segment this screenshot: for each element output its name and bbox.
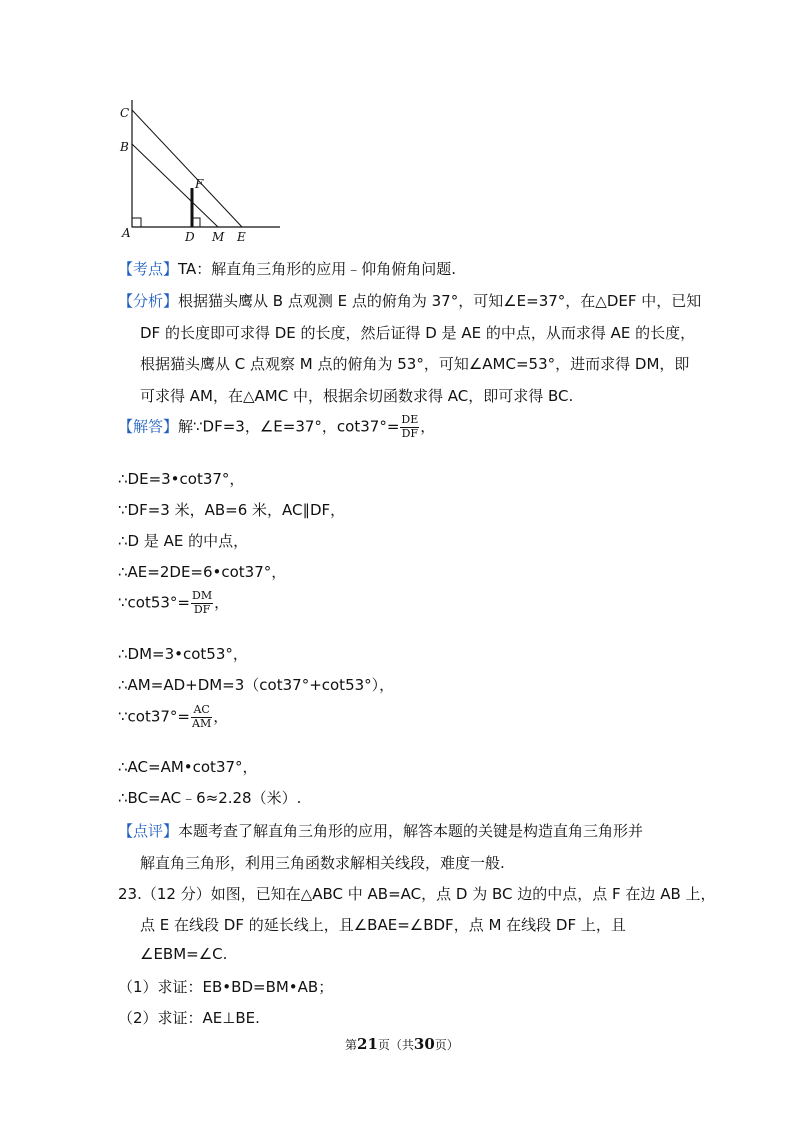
fraction-denominator: DF xyxy=(401,426,419,440)
jieda-line xyxy=(118,414,435,440)
q23-line-2: 点 E 在线段 DF 的延长线上，且∠BAE=∠BDF，点 M 在线段 DF 上，且 xyxy=(140,916,626,934)
fenxi-line-1 xyxy=(118,290,701,311)
fenxi-line-4: 可求得 AM，在△AMC 中，根据余切函数求得 AC，即可求得 BC. xyxy=(140,387,574,405)
fenxi-line-2: DF 的长度即可求得 DE 的长度，然后证得 D 是 AE 的中点，从而求得 AE 的长度， xyxy=(140,324,696,342)
label-f: F xyxy=(195,177,204,191)
kaodian-tag: 【考点】 xyxy=(118,260,179,278)
fraction-de-df xyxy=(400,414,419,440)
footer-post: 页） xyxy=(434,1038,459,1052)
cot37b-line xyxy=(118,704,228,730)
step-3: ∴D 是 AE 的中点， xyxy=(118,532,249,550)
step-5: ∴DM=3•cot53°， xyxy=(118,645,248,663)
fraction-ac-am xyxy=(191,704,212,730)
footer-pre: 第 xyxy=(345,1038,358,1052)
dianping-line-1 xyxy=(118,820,643,841)
dianping-text-1: 本题考查了解直角三角形的应用，解答本题的关键是构造直角三角形并 xyxy=(178,822,644,840)
step-4: ∴AE=2DE=6•cot37°， xyxy=(118,563,287,581)
q23-part-1: （1）求证：EB•BD=BM•AB； xyxy=(118,978,334,996)
step-7: ∴AC=AM•cot37°， xyxy=(118,758,258,776)
footer-page: 21 xyxy=(357,1035,378,1053)
label-d: D xyxy=(185,230,195,244)
footer-mid: 页（共 xyxy=(377,1038,414,1052)
kaodian-line xyxy=(118,258,456,279)
kaodian-text: TA：解直角三角形的应用﹣仰角俯角问题. xyxy=(178,260,457,278)
page-footer xyxy=(345,1035,459,1053)
dianping-tag: 【点评】 xyxy=(118,822,179,840)
label-c: C xyxy=(120,106,130,120)
jieda-head-tail: ， xyxy=(420,417,436,436)
fenxi-line-3: 根据猫头鹰从 C 点观察 M 点的俯角为 53°，可知∠AMC=53°，进而求得 DM，即 xyxy=(140,355,690,373)
label-e: E xyxy=(237,230,246,244)
q23-part-2: （2）求证：AE⊥BE. xyxy=(118,1009,260,1027)
step-6: ∴AM=AD+DM=3（cot37°+cot53°）， xyxy=(118,676,395,694)
dianping-line-2: 解直角三角形，利用三角函数求解相关线段，难度一般. xyxy=(140,854,505,872)
fenxi-text-1: 根据猫头鹰从 B 点观测 E 点的俯角为 37°，可知∠E=37°，在△DEF 中，已知 xyxy=(178,292,702,310)
cot53-tail: ， xyxy=(214,593,230,612)
fenxi-tag: 【分析】 xyxy=(118,292,179,310)
line-c-e xyxy=(132,110,242,227)
geometry-figure xyxy=(110,100,290,245)
fraction-dm-df xyxy=(191,590,213,616)
label-m: M xyxy=(212,230,225,244)
q23-line-1: 23.（12 分）如图，已知在△ABC 中 AB=AC，点 D 为 BC 边的中点，点 F 在边 AB 上， xyxy=(118,885,716,903)
fraction-numerator: DE xyxy=(401,413,419,426)
step-1: ∴DE=3•cot37°， xyxy=(118,470,245,488)
label-a: A xyxy=(122,226,131,240)
cot37b-tail: ， xyxy=(213,707,229,726)
right-angle-a xyxy=(132,218,141,227)
cot53-text: ∵cot53°= xyxy=(118,593,191,612)
q23-line-3: ∠EBM=∠C. xyxy=(140,945,228,963)
cot53-line xyxy=(118,590,229,616)
label-b: B xyxy=(120,140,129,154)
fraction-numerator: AC xyxy=(191,704,212,718)
footer-total: 30 xyxy=(413,1035,435,1053)
fraction-denominator: AM xyxy=(192,716,212,730)
step-2: ∵DF=3 米，AB=6 米，AC∥DF， xyxy=(118,501,346,519)
fraction-numerator: DM xyxy=(192,589,213,602)
jieda-tag: 【解答】 xyxy=(118,417,179,436)
step-8: ∴BC=AC﹣6≈2.28（米）. xyxy=(118,789,302,807)
jieda-head: 解∵DF=3，∠E=37°，cot37°= xyxy=(178,417,400,436)
cot37b-text: ∵cot37°= xyxy=(118,707,191,726)
fraction-denominator: DF xyxy=(193,602,211,616)
